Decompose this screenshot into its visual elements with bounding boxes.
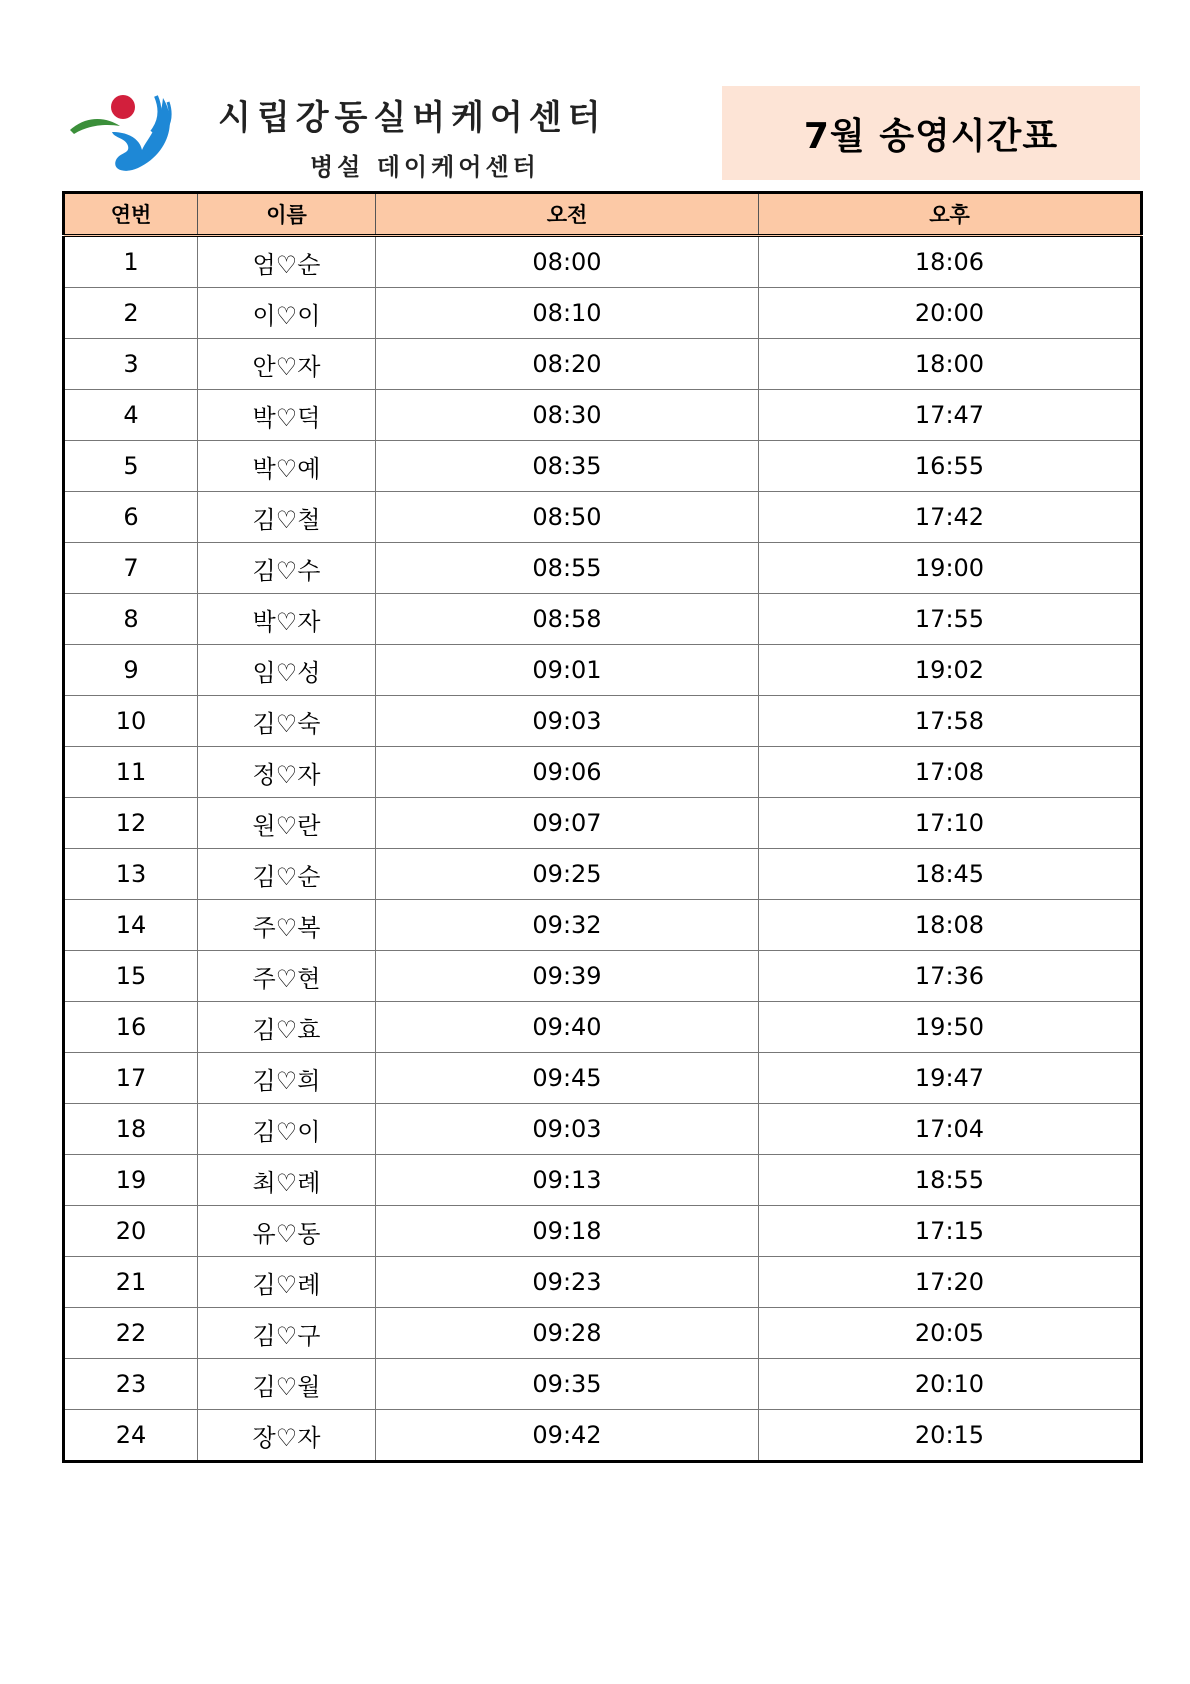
cell-am-time: 08:50: [376, 492, 759, 543]
cell-no: 8: [64, 594, 198, 645]
cell-name: 임♡성: [198, 645, 376, 696]
cell-am-time: 09:40: [376, 1002, 759, 1053]
cell-no: 19: [64, 1155, 198, 1206]
cell-no: 5: [64, 441, 198, 492]
cell-pm-time: 19:00: [759, 543, 1142, 594]
cell-pm-time: 17:04: [759, 1104, 1142, 1155]
cell-am-time: 09:13: [376, 1155, 759, 1206]
table-row: [64, 339, 1142, 390]
cell-no: 4: [64, 390, 198, 441]
cell-pm-time: 18:55: [759, 1155, 1142, 1206]
cell-no: 15: [64, 951, 198, 1002]
cell-am-time: 08:30: [376, 390, 759, 441]
cell-name: 장♡자: [198, 1410, 376, 1462]
table-row: [64, 696, 1142, 747]
cell-pm-time: 17:47: [759, 390, 1142, 441]
logo-icon: [68, 92, 186, 174]
cell-name: 김♡순: [198, 849, 376, 900]
cell-name: 이♡이: [198, 288, 376, 339]
table-row: [64, 1002, 1142, 1053]
cell-name: 주♡복: [198, 900, 376, 951]
table-row: [64, 849, 1142, 900]
cell-am-time: 09:01: [376, 645, 759, 696]
column-header-am: 오전: [376, 193, 759, 236]
cell-name: 김♡숙: [198, 696, 376, 747]
cell-name: 정♡자: [198, 747, 376, 798]
cell-pm-time: 17:55: [759, 594, 1142, 645]
cell-pm-time: 19:50: [759, 1002, 1142, 1053]
table-row: [64, 798, 1142, 849]
cell-am-time: 09:25: [376, 849, 759, 900]
table-row: [64, 492, 1142, 543]
cell-no: 14: [64, 900, 198, 951]
cell-name: 최♡례: [198, 1155, 376, 1206]
cell-pm-time: 20:00: [759, 288, 1142, 339]
cell-am-time: 09:42: [376, 1410, 759, 1462]
cell-name: 김♡이: [198, 1104, 376, 1155]
cell-no: 22: [64, 1308, 198, 1359]
cell-no: 16: [64, 1002, 198, 1053]
table-row: [64, 1359, 1142, 1410]
cell-no: 10: [64, 696, 198, 747]
cell-am-time: 09:23: [376, 1257, 759, 1308]
cell-am-time: 09:35: [376, 1359, 759, 1410]
table-row: [64, 543, 1142, 594]
table-row: [64, 441, 1142, 492]
cell-am-time: 08:58: [376, 594, 759, 645]
cell-name: 김♡효: [198, 1002, 376, 1053]
cell-no: 24: [115, 1421, 147, 1449]
cell-name: 박♡자: [198, 594, 376, 645]
cell-pm-time: 17:08: [759, 747, 1142, 798]
org-heading: [218, 90, 606, 182]
cell-no: 12: [64, 798, 198, 849]
column-header-name: 이름: [198, 193, 376, 236]
table-row: [64, 1206, 1142, 1257]
cell-pm-time: 18:00: [759, 339, 1142, 390]
cell-pm-time: 18:06: [759, 236, 1142, 288]
cell-pm-time: 19:47: [759, 1053, 1142, 1104]
page-title: 7월 송영시간표: [803, 115, 1059, 157]
table-row: [64, 1155, 1142, 1206]
cell-no: 1: [64, 236, 198, 288]
table-row: [64, 1104, 1142, 1155]
cell-pm-time: 17:42: [759, 492, 1142, 543]
table-row: [64, 1257, 1142, 1308]
cell-pm-time: 17:10: [759, 798, 1142, 849]
cell-name: 김♡희: [198, 1053, 376, 1104]
cell-pm-time: 20:05: [759, 1308, 1142, 1359]
cell-no: 6: [64, 492, 198, 543]
cell-name: 원♡란: [198, 798, 376, 849]
cell-am-time: 09:32: [376, 900, 759, 951]
cell-am-time: 09:06: [376, 747, 759, 798]
table-row: [64, 951, 1142, 1002]
cell-pm-time: 17:20: [759, 1257, 1142, 1308]
cell-am-time: 08:10: [376, 288, 759, 339]
cell-name: 박♡덕: [198, 390, 376, 441]
cell-pm-time: 18:08: [759, 900, 1142, 951]
table-row: [64, 1308, 1142, 1359]
cell-am-time: 08:20: [376, 339, 759, 390]
cell-pm-time: 16:55: [759, 441, 1142, 492]
cell-name: 엄♡순: [198, 236, 376, 288]
column-header-no: 연번: [64, 193, 198, 236]
column-header-pm: 오후: [759, 193, 1142, 236]
cell-am-time: 09:18: [376, 1206, 759, 1257]
cell-pm-time: 19:02: [759, 645, 1142, 696]
table-row: [64, 390, 1142, 441]
cell-am-time: 08:55: [376, 543, 759, 594]
cell-name: 김♡철: [198, 492, 376, 543]
cell-pm-time: 20:10: [759, 1359, 1142, 1410]
cell-name: 김♡월: [198, 1359, 376, 1410]
table-row: [64, 236, 1142, 288]
table-row: [64, 747, 1142, 798]
title-box: [722, 86, 1140, 180]
cell-am-time: 08:00: [376, 236, 759, 288]
cell-no: 9: [64, 645, 198, 696]
cell-name: 김♡수: [198, 543, 376, 594]
cell-pm-time: 18:45: [759, 849, 1142, 900]
cell-name: 김♡례: [198, 1257, 376, 1308]
cell-no: 7: [64, 543, 198, 594]
table-row: [64, 1410, 1142, 1462]
cell-am-time: 09:03: [376, 696, 759, 747]
cell-name: 유♡동: [198, 1206, 376, 1257]
cell-no: 11: [64, 747, 198, 798]
cell-am-time: 09:45: [376, 1053, 759, 1104]
cell-pm-time: 17:58: [759, 696, 1142, 747]
table-row: [64, 594, 1142, 645]
cell-name: 주♡현: [198, 951, 376, 1002]
table-row: [64, 645, 1142, 696]
org-name: 시립강동실버케어센터: [218, 98, 607, 138]
cell-pm-time: 17:36: [759, 951, 1142, 1002]
schedule-table: [62, 191, 1143, 1463]
table-row: [64, 288, 1142, 339]
cell-am-time: 09:39: [376, 951, 759, 1002]
cell-no: 23: [64, 1359, 198, 1410]
cell-no: 3: [64, 339, 198, 390]
org-subtitle: 병설 데이케어센터: [310, 153, 540, 181]
cell-no: 17: [64, 1053, 198, 1104]
cell-no: 13: [64, 849, 198, 900]
cell-pm-time: 17:15: [759, 1206, 1142, 1257]
cell-name: 박♡예: [198, 441, 376, 492]
cell-name: 안♡자: [198, 339, 376, 390]
cell-no: 21: [64, 1257, 198, 1308]
cell-name: 김♡구: [198, 1308, 376, 1359]
cell-am-time: 09:03: [376, 1104, 759, 1155]
cell-am-time: 09:07: [376, 798, 759, 849]
cell-no: 20: [64, 1206, 198, 1257]
cell-no: 2: [64, 288, 198, 339]
table-row: [64, 900, 1142, 951]
header-row: [64, 193, 1142, 236]
table-row: [64, 1053, 1142, 1104]
cell-am-time: 09:28: [376, 1308, 759, 1359]
cell-am-time: 08:35: [376, 441, 759, 492]
cell-no: 18: [64, 1104, 198, 1155]
cell-pm-time: 20:15: [759, 1410, 1142, 1462]
